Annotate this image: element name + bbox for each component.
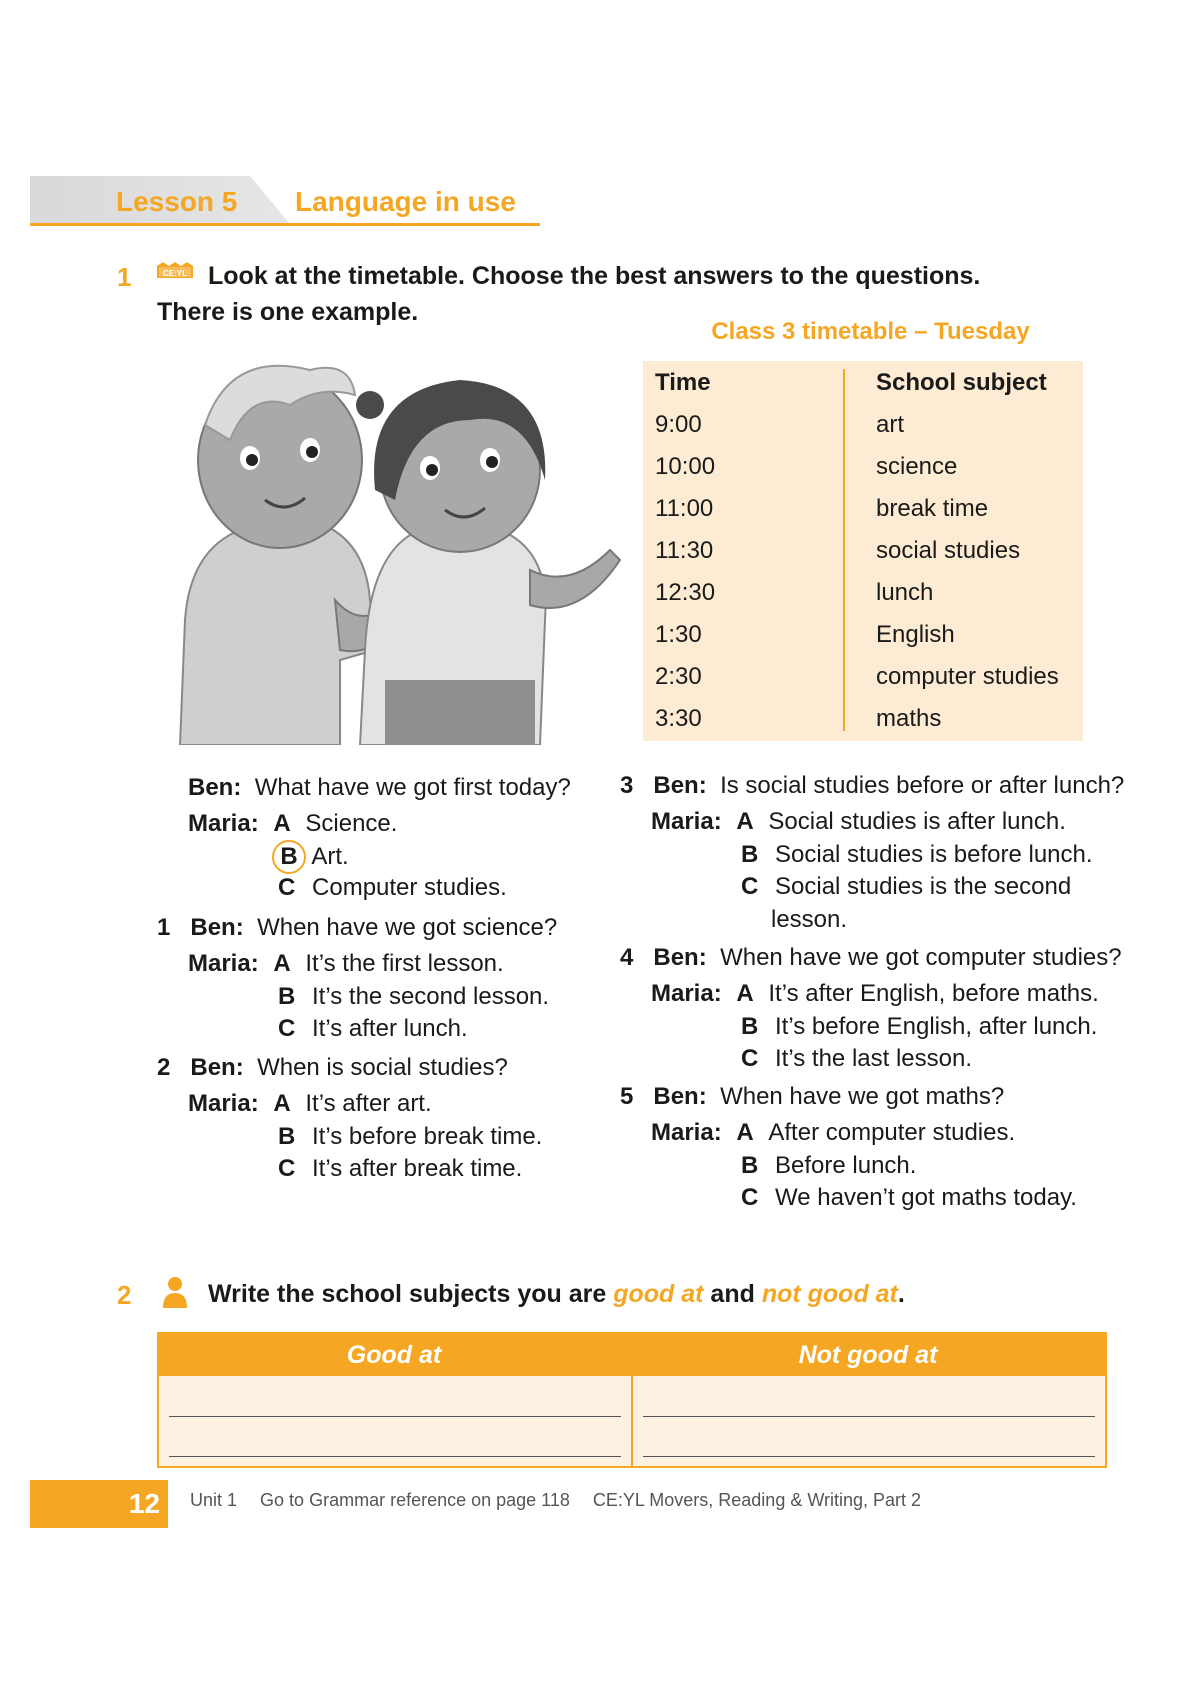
footer-grammar-ref: Go to Grammar reference on page 118 bbox=[260, 1490, 570, 1510]
question-number: 2 bbox=[157, 1054, 171, 1081]
good-at-highlight: good at bbox=[613, 1280, 704, 1308]
timetable-time: 12:30 bbox=[655, 579, 716, 606]
footer-exam: CE:YL Movers, Reading & Writing, Part 2 bbox=[592, 1490, 922, 1510]
answer-c[interactable] bbox=[741, 871, 1071, 903]
speaker-maria: Maria: bbox=[188, 1090, 259, 1117]
question-1 bbox=[157, 912, 557, 944]
answer-a[interactable] bbox=[188, 948, 504, 980]
question-text: What have we got first today? bbox=[254, 774, 571, 801]
timetable bbox=[643, 361, 1083, 741]
exercise-2-instruction bbox=[208, 1276, 905, 1313]
question-number: 3 bbox=[620, 772, 634, 799]
answer-b[interactable] bbox=[278, 981, 549, 1013]
question-2 bbox=[157, 1052, 508, 1084]
option-text: It’s after break time. bbox=[312, 1155, 523, 1182]
exercise-1-instruction-2: There is one example. bbox=[157, 298, 419, 326]
timetable-row bbox=[643, 573, 1083, 615]
question-number: 5 bbox=[620, 1083, 634, 1110]
answer-a bbox=[188, 808, 397, 840]
timetable-time: 3:30 bbox=[655, 705, 702, 732]
speaker-ben: Ben: bbox=[190, 914, 244, 941]
option-text: It’s before English, after lunch. bbox=[775, 1013, 1098, 1040]
question-number: 1 bbox=[157, 914, 171, 941]
svg-text:CE:YL: CE:YL bbox=[163, 269, 187, 278]
speaker-maria: Maria: bbox=[188, 950, 259, 977]
speaker-ben: Ben: bbox=[188, 774, 242, 801]
question-4 bbox=[620, 942, 1122, 974]
option-letter: A bbox=[736, 980, 754, 1007]
answer-a[interactable] bbox=[651, 978, 1099, 1010]
question-5 bbox=[620, 1081, 1004, 1113]
option-text: Social studies is after lunch. bbox=[768, 808, 1066, 835]
answer-c[interactable] bbox=[741, 1182, 1077, 1214]
option-text: Before lunch. bbox=[775, 1152, 917, 1179]
answer-c[interactable] bbox=[741, 1043, 972, 1075]
instruction-part-3: . bbox=[897, 1280, 905, 1308]
option-letter: A bbox=[736, 808, 754, 835]
question-text: When is social studies? bbox=[257, 1054, 508, 1081]
option-letter: C bbox=[741, 873, 759, 900]
speaker-maria: Maria: bbox=[188, 810, 259, 837]
timetable-subject: English bbox=[876, 621, 955, 648]
selected-answer-circle: B bbox=[272, 840, 306, 874]
option-text: Social studies is the second bbox=[775, 873, 1072, 900]
good-at-table bbox=[157, 1332, 1107, 1468]
answer-b[interactable] bbox=[278, 1121, 542, 1153]
speaker-ben: Ben: bbox=[190, 1054, 244, 1081]
timetable-header-time: Time bbox=[655, 369, 711, 396]
speaker-ben: Ben: bbox=[653, 772, 707, 799]
option-letter: C bbox=[278, 874, 296, 901]
timetable-subject: maths bbox=[876, 705, 942, 732]
option-letter: B bbox=[278, 983, 296, 1010]
option-text: Social studies is before lunch. bbox=[775, 841, 1093, 868]
answer-b[interactable] bbox=[741, 1011, 1097, 1043]
speaker-ben: Ben: bbox=[653, 944, 707, 971]
timetable-time: 10:00 bbox=[655, 453, 716, 480]
answer-a[interactable] bbox=[188, 1088, 432, 1120]
exercise-1-instruction: Look at the timetable. Choose the best answers to the questions. bbox=[208, 262, 981, 290]
option-letter: C bbox=[741, 1045, 759, 1072]
timetable-row bbox=[643, 405, 1083, 447]
question-text: When have we got computer studies? bbox=[720, 944, 1122, 971]
person-icon bbox=[162, 1276, 188, 1308]
question-text: Is social studies before or after lunch? bbox=[720, 772, 1125, 799]
option-text: It’s before break time. bbox=[312, 1123, 543, 1150]
question-text: When have we got maths? bbox=[720, 1083, 1005, 1110]
question-text: When have we got science? bbox=[257, 914, 558, 941]
timetable-subject: lunch bbox=[876, 579, 934, 606]
exercise-2-number: 2 bbox=[117, 1280, 132, 1310]
option-text: Science. bbox=[305, 810, 398, 837]
option-text: It’s after art. bbox=[305, 1090, 432, 1117]
option-letter: C bbox=[278, 1155, 296, 1182]
speaker-ben: Ben: bbox=[653, 1083, 707, 1110]
option-text: It’s the second lesson. bbox=[312, 983, 550, 1010]
timetable-row bbox=[643, 699, 1083, 741]
answer-a[interactable] bbox=[651, 806, 1066, 838]
timetable-time: 9:00 bbox=[655, 411, 702, 438]
option-letter: B bbox=[741, 1013, 759, 1040]
timetable-time: 2:30 bbox=[655, 663, 702, 690]
option-letter: A bbox=[273, 1090, 291, 1117]
answer-c[interactable] bbox=[278, 872, 507, 904]
answer-a[interactable] bbox=[651, 1117, 1015, 1149]
option-text: We haven’t got maths today. bbox=[775, 1184, 1077, 1211]
column-separator bbox=[631, 1334, 633, 1466]
example-question bbox=[188, 772, 571, 804]
page-number: 12 bbox=[128, 1488, 160, 1519]
option-text: Art. bbox=[311, 843, 349, 870]
exercise-1-number: 1 bbox=[117, 262, 132, 292]
timetable-subject: science bbox=[876, 453, 958, 480]
timetable-time: 11:30 bbox=[655, 537, 714, 564]
footer bbox=[190, 1490, 939, 1511]
timetable-subject: computer studies bbox=[876, 663, 1059, 690]
option-text: It’s after English, before maths. bbox=[768, 980, 1099, 1007]
not-good-at-highlight: not good at bbox=[761, 1280, 898, 1308]
option-letter: C bbox=[278, 1015, 296, 1042]
timetable-row bbox=[643, 615, 1083, 657]
answer-c-continuation: lesson. bbox=[771, 906, 848, 933]
option-letter: B bbox=[741, 841, 759, 868]
instruction-part-2: and bbox=[703, 1280, 762, 1308]
timetable-subject: social studies bbox=[876, 537, 1021, 564]
option-letter: B bbox=[741, 1152, 759, 1179]
lesson-header bbox=[30, 176, 540, 226]
option-text: Computer studies. bbox=[312, 874, 507, 901]
instruction-part-1: Write the school subjects you are bbox=[208, 1280, 614, 1308]
timetable-row bbox=[643, 489, 1083, 531]
speaker-maria: Maria: bbox=[651, 1119, 722, 1146]
footer-unit: Unit 1 bbox=[190, 1490, 238, 1510]
column-good-at: Good at bbox=[346, 1341, 442, 1369]
option-letter: C bbox=[741, 1184, 759, 1211]
answer-b-selected[interactable] bbox=[278, 840, 349, 874]
lesson-header-rule bbox=[30, 223, 540, 226]
timetable-subject: art bbox=[876, 411, 905, 438]
write-line[interactable] bbox=[169, 1456, 621, 1457]
children-illustration bbox=[170, 350, 625, 745]
option-letter: A bbox=[273, 810, 291, 837]
ceyl-badge-icon bbox=[155, 260, 195, 286]
timetable-row bbox=[643, 447, 1083, 489]
column-not-good-at: Not good at bbox=[798, 1341, 938, 1369]
speaker-maria: Maria: bbox=[651, 980, 722, 1007]
answer-b[interactable] bbox=[741, 1150, 916, 1182]
option-text: After computer studies. bbox=[768, 1119, 1016, 1146]
question-number: 4 bbox=[620, 944, 634, 971]
timetable-header-row bbox=[643, 363, 1083, 405]
write-line[interactable] bbox=[643, 1456, 1095, 1457]
option-text: It’s the last lesson. bbox=[775, 1045, 973, 1072]
option-letter: A bbox=[736, 1119, 754, 1146]
lesson-title: Language in use bbox=[295, 186, 516, 217]
timetable-row bbox=[643, 657, 1083, 699]
answer-c[interactable] bbox=[278, 1153, 522, 1185]
timetable-row bbox=[643, 531, 1083, 573]
timetable-time: 11:00 bbox=[655, 495, 714, 522]
lesson-label: Lesson 5 bbox=[116, 186, 238, 217]
write-line[interactable] bbox=[169, 1416, 621, 1417]
speaker-maria: Maria: bbox=[651, 808, 722, 835]
timetable-title: Class 3 timetable – Tuesday bbox=[711, 318, 1030, 345]
option-text: It’s the first lesson. bbox=[305, 950, 504, 977]
option-text: It’s after lunch. bbox=[312, 1015, 468, 1042]
option-letter: B bbox=[278, 1123, 296, 1150]
answer-b[interactable] bbox=[741, 839, 1093, 871]
timetable-header-subject: School subject bbox=[876, 369, 1047, 396]
option-letter: A bbox=[273, 950, 291, 977]
answer-c[interactable] bbox=[278, 1013, 468, 1045]
question-3 bbox=[620, 770, 1124, 802]
write-line[interactable] bbox=[643, 1416, 1095, 1417]
timetable-time: 1:30 bbox=[655, 621, 702, 648]
timetable-subject: break time bbox=[876, 495, 989, 522]
